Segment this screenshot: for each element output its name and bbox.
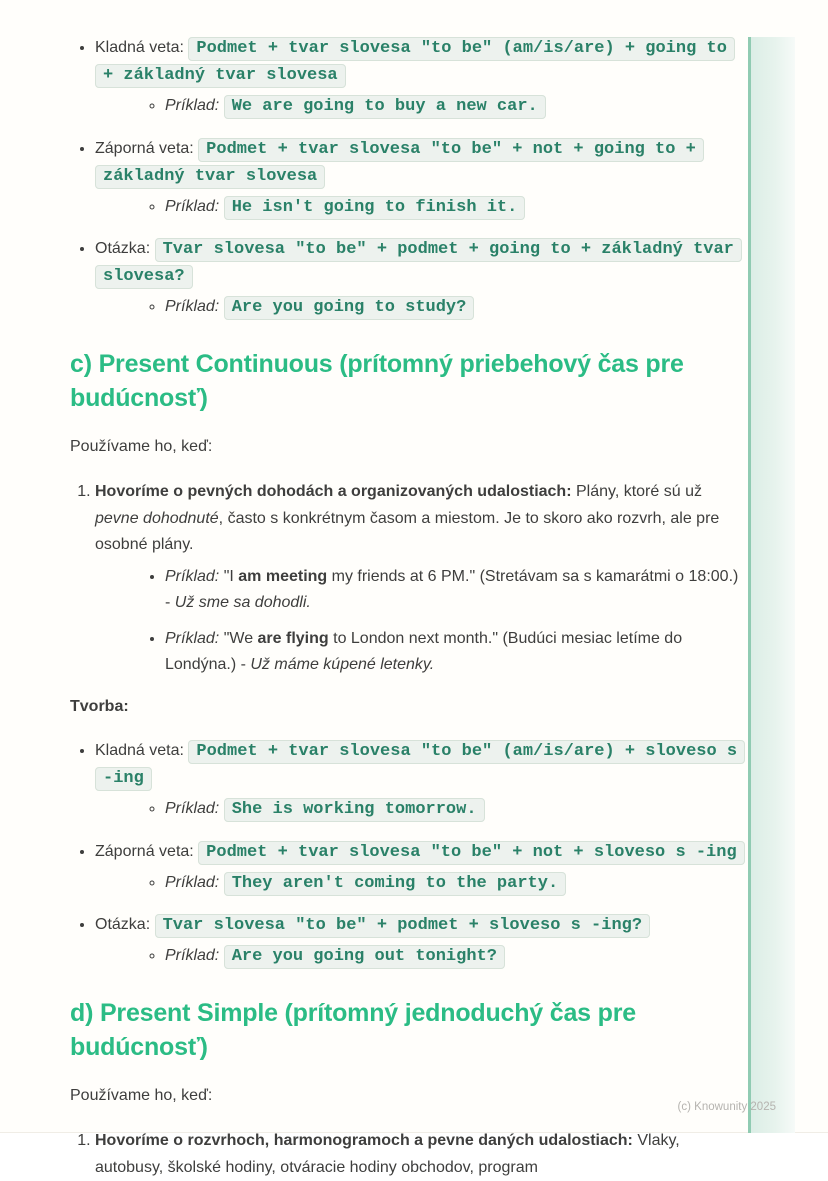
bold-text: am meeting: [238, 567, 328, 585]
numbered-list: [70, 479, 745, 679]
bold-text: Hovoríme o pevných dohodách a organizovaných udalostiach:: [95, 483, 572, 500]
italic-text: Príklad:: [165, 97, 224, 114]
code-chip: Tvar slovesa "to be" + podmet + going to + základný tvar slovesa?: [95, 238, 742, 289]
code-chip: Podmet + tvar slovesa "to be" (am/is/are) + going to + základný tvar slovesa: [95, 37, 735, 88]
italic-text: Príklad:: [165, 629, 220, 647]
code-chip: He isn't going to finish it.: [224, 196, 526, 220]
code-chip: Are you going to study?: [224, 296, 475, 320]
copyright-watermark: (c) Knowunity 2025: [677, 1101, 776, 1113]
text-segment: Otázka:: [95, 916, 155, 933]
paragraph: [70, 694, 745, 721]
example-list: [95, 93, 745, 120]
document-content: [70, 34, 745, 1181]
code-chip: Podmet + tvar slovesa "to be" (am/is/are) + sloveso s -ing: [95, 740, 745, 791]
italic-text: Príklad:: [165, 947, 224, 964]
section-heading: d) Present Simple (prítomný jednoduchý čas pre budúcnosť): [70, 998, 636, 1061]
italic-text: pevne dohodnuté: [95, 509, 219, 527]
code-chip: Are you going out tonight?: [224, 945, 505, 969]
example-item: [165, 943, 745, 970]
example-item: [165, 93, 745, 120]
text-segment: my friends at 6 PM." (Stretávam sa s kamarátmi o 18:00.) -: [165, 567, 739, 611]
bold-text: are flying: [257, 629, 329, 647]
section-heading: c) Present Continuous (prítomný priebehový čas pre budúcnosť): [70, 349, 684, 412]
italic-text: Príklad:: [165, 800, 224, 817]
italic-text: Príklad:: [165, 567, 220, 585]
example-list: [95, 294, 745, 321]
text-segment: "We: [219, 629, 258, 647]
example-list: [95, 564, 745, 679]
example-item: [165, 796, 745, 823]
text-segment: to London next month." (Budúci mesiac letíme do Londýna.) -: [165, 629, 683, 673]
list-item: [95, 235, 745, 321]
code-chip: They aren't coming to the party.: [224, 872, 566, 896]
list-item: [95, 135, 745, 221]
list-item: [95, 1128, 745, 1181]
list-item: [95, 34, 745, 120]
code-chip: Podmet + tvar slovesa "to be" + not + sloveso s -ing: [198, 841, 745, 865]
paragraph: [70, 434, 745, 461]
example-item: [165, 294, 745, 321]
example-item: [165, 564, 745, 617]
list-item: [95, 479, 745, 679]
code-chip: Podmet + tvar slovesa "to be" + not + going to + základný tvar slovesa: [95, 138, 704, 189]
italic-text: Príklad:: [165, 197, 224, 215]
text-segment: Záporná veta:: [95, 842, 199, 860]
italic-text: Už sme sa dohodli.: [174, 594, 311, 611]
text-segment: "I: [219, 567, 239, 585]
example-list: [95, 943, 745, 970]
text-segment: , často s konkrétnym časom a miestom. Je to skoro ako rozvrh, ale pre osobné plány.: [95, 509, 720, 553]
bold-text: Tvorba:: [70, 697, 129, 715]
code-chip: She is working tomorrow.: [224, 798, 485, 822]
numbered-list: [70, 1128, 745, 1181]
list-item: [95, 838, 745, 897]
bullet-list: [70, 737, 745, 970]
page-accent-bar: [748, 37, 795, 1133]
text-segment: Vlaky, autobusy, školské hodiny, otváracie hodiny obchodov, program: [95, 1132, 680, 1176]
example-list: [95, 870, 745, 897]
text-segment: Kladná veta:: [95, 39, 189, 56]
bold-text: Hovoríme o rozvrhoch, harmonogramoch a pevne daných udalostiach:: [95, 1132, 633, 1149]
list-item: [95, 737, 745, 823]
example-item: [165, 626, 745, 679]
italic-text: Príklad:: [165, 873, 224, 891]
list-item: [95, 911, 745, 970]
example-list: [95, 796, 745, 823]
code-chip: We are going to buy a new car.: [224, 95, 546, 119]
paragraph: [70, 1083, 745, 1110]
bullet-list: [70, 34, 745, 321]
italic-text: Už máme kúpené letenky.: [250, 656, 435, 673]
example-list: [95, 194, 745, 221]
example-item: [165, 194, 745, 221]
text-segment: Záporná veta:: [95, 139, 199, 157]
text-segment: Používame ho, keď:: [70, 437, 213, 455]
text-segment: Plány, ktoré sú už: [571, 483, 702, 500]
text-segment: Používame ho, keď:: [70, 1086, 213, 1104]
italic-text: Príklad:: [165, 298, 224, 315]
text-segment: Kladná veta:: [95, 742, 189, 759]
code-chip: Tvar slovesa "to be" + podmet + sloveso s -ing?: [155, 914, 650, 938]
text-segment: Otázka:: [95, 240, 155, 257]
example-item: [165, 870, 745, 897]
